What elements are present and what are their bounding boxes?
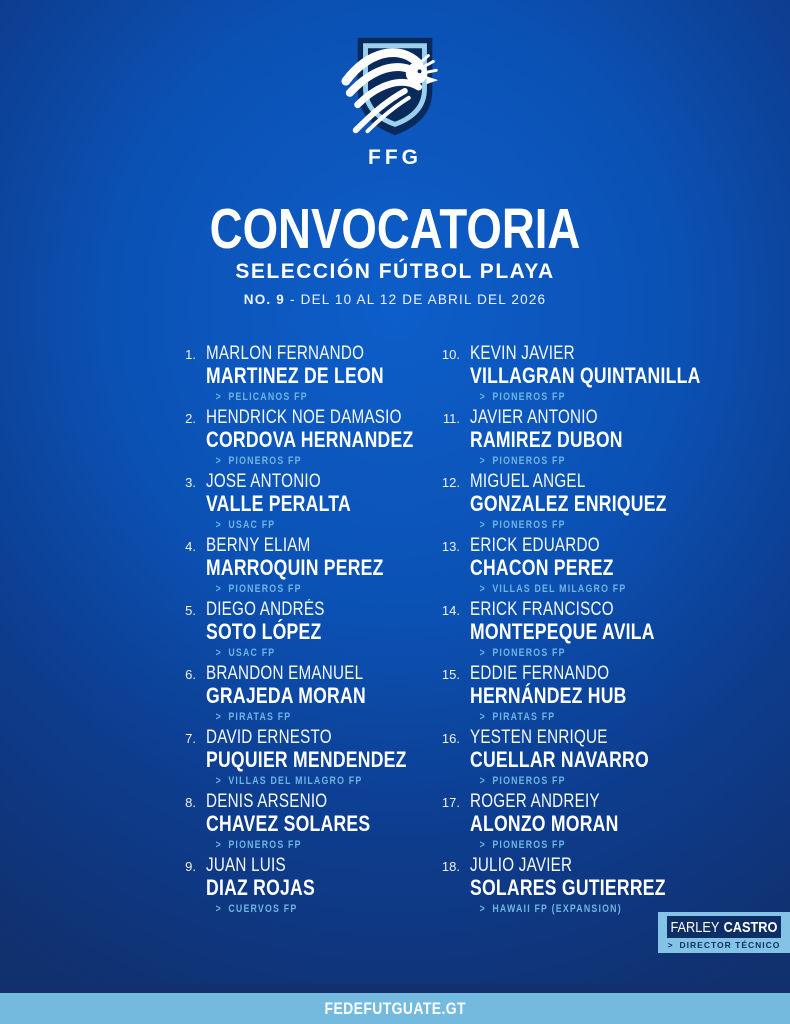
- player-team-name: PIONEROS FP: [228, 455, 302, 467]
- player-entry: [432, 792, 762, 856]
- player-last-name: CHAVEZ SOLARES: [206, 811, 371, 836]
- ffg-crest-logo: [336, 32, 454, 144]
- coach-last-name: CASTRO: [723, 918, 778, 936]
- coach-name: [671, 919, 778, 936]
- player-entry: [432, 856, 762, 920]
- player-names: [470, 344, 701, 408]
- player-team-name: PIONEROS FP: [228, 839, 302, 851]
- player-entry: [432, 600, 762, 664]
- player-team-name: PIONEROS FP: [492, 455, 566, 467]
- player-team-name: PIRATAS FP: [492, 711, 556, 723]
- chevron-icon: >: [479, 455, 486, 467]
- player-entry: [168, 728, 432, 792]
- coach-badge: [658, 912, 790, 953]
- player-entry: [168, 856, 432, 920]
- player-last-name: MONTEPEQUE AVILA: [470, 619, 655, 644]
- player-team-name: VILLAS DEL MILAGRO FP: [228, 775, 363, 787]
- poster-header: [0, 0, 790, 307]
- player-entry: [168, 344, 432, 408]
- player-number: 6.: [185, 667, 196, 682]
- player-number: 17.: [441, 795, 460, 810]
- chevron-icon: >: [479, 903, 486, 915]
- player-last-name: VALLE PERALTA: [206, 491, 351, 516]
- player-team-name: VILLAS DEL MILAGRO FP: [492, 583, 627, 595]
- player-first-name: HENDRICK NOE DAMASIO: [206, 407, 402, 428]
- player-last-name: MARROQUIN PEREZ: [206, 555, 384, 580]
- player-last-name: CORDOVA HERNANDEZ: [206, 427, 414, 452]
- player-last-name: ALONZO MORAN: [470, 811, 619, 836]
- player-last-name: PUQUIER MENDENDEZ: [206, 747, 407, 772]
- edition-number: NO. 9: [243, 292, 286, 307]
- players-list: [168, 344, 762, 920]
- chevron-icon: >: [479, 583, 486, 595]
- player-number: 11.: [442, 411, 460, 426]
- player-number: 16.: [441, 731, 460, 746]
- player-first-name: ERICK FRANCISCO: [470, 599, 614, 620]
- coach-name-bar: [667, 916, 781, 938]
- player-first-name: BERNY ELIAM: [206, 535, 311, 556]
- player-names: [470, 472, 667, 536]
- player-last-name: SOTO LÓPEZ: [206, 619, 322, 644]
- chevron-icon: >: [215, 711, 222, 723]
- player-team: [470, 902, 666, 916]
- player-number: 4.: [185, 539, 196, 554]
- player-last-name: CUELLAR NAVARRO: [470, 747, 649, 772]
- player-names: [206, 792, 370, 856]
- player-team: [206, 838, 370, 852]
- player-last-name: MARTINEZ DE LEON: [206, 363, 384, 388]
- player-names: [470, 600, 655, 664]
- player-number: 12.: [441, 475, 460, 490]
- chevron-icon: >: [215, 391, 222, 403]
- player-names: [470, 664, 627, 728]
- player-team: [206, 582, 384, 596]
- player-team-name: HAWAII FP (EXPANSION): [492, 903, 622, 915]
- player-team-name: PIONEROS FP: [492, 775, 566, 787]
- player-first-name: EDDIE FERNANDO: [470, 663, 610, 684]
- player-last-name: SOLARES GUTIERREZ: [470, 875, 666, 900]
- player-entry: [432, 664, 762, 728]
- player-first-name: JULIO JAVIER: [470, 855, 573, 876]
- player-team-name: USAC FP: [228, 647, 276, 659]
- player-entry: [168, 536, 432, 600]
- player-first-name: JUAN LUIS: [206, 855, 286, 876]
- player-names: [470, 792, 619, 856]
- player-number: 13.: [441, 539, 460, 554]
- chevron-icon: >: [479, 647, 486, 659]
- player-entry: [168, 664, 432, 728]
- player-team-name: USAC FP: [228, 519, 276, 531]
- player-number: 5.: [185, 603, 196, 618]
- chevron-icon: >: [667, 940, 674, 950]
- player-team-name: CUERVOS FP: [228, 903, 298, 915]
- player-last-name: GONZALEZ ENRIQUEZ: [470, 491, 667, 516]
- website-url: FEDEFUTGUATE.GT: [324, 998, 466, 1018]
- player-number: 10.: [441, 347, 460, 362]
- player-team-name: PIRATAS FP: [228, 711, 292, 723]
- player-last-name: DIAZ ROJAS: [206, 875, 315, 900]
- chevron-icon: >: [215, 839, 222, 851]
- player-team-name: PIONEROS FP: [492, 519, 566, 531]
- player-first-name: KEVIN JAVIER: [470, 343, 575, 364]
- player-team: [206, 454, 413, 468]
- chevron-icon: >: [215, 647, 222, 659]
- chevron-icon: >: [479, 711, 486, 723]
- org-abbreviation: FFG: [368, 146, 422, 169]
- edition-line: [0, 292, 790, 307]
- poster-subtitle: SELECCIÓN FÚTBOL PLAYA: [235, 260, 555, 283]
- player-team: [470, 838, 619, 852]
- player-team-name: PIONEROS FP: [492, 647, 566, 659]
- player-team: [470, 582, 626, 596]
- player-entry: [168, 600, 432, 664]
- player-number: 8.: [185, 795, 196, 810]
- chevron-icon: >: [479, 775, 486, 787]
- player-first-name: MARLON FERNANDO: [206, 343, 365, 364]
- player-entry: [168, 408, 432, 472]
- footer-accent-strip: [0, 984, 790, 993]
- player-names: [206, 472, 351, 536]
- player-first-name: DENIS ARSENIO: [206, 791, 328, 812]
- coach-role: [658, 940, 790, 950]
- player-entry: [432, 536, 762, 600]
- player-first-name: ROGER ANDREIY: [470, 791, 600, 812]
- player-first-name: DIEGO ANDRÉS: [206, 599, 325, 620]
- player-entry: [168, 792, 432, 856]
- player-entry: [432, 472, 762, 536]
- player-team-name: PIONEROS FP: [228, 583, 302, 595]
- edition-dates: - DEL 10 AL 12 DE ABRIL DEL 2026: [289, 292, 547, 307]
- chevron-icon: >: [215, 903, 222, 915]
- player-names: [470, 856, 666, 920]
- player-names: [470, 408, 623, 472]
- player-first-name: YESTEN ENRIQUE: [470, 727, 608, 748]
- player-team: [206, 774, 407, 788]
- player-team: [206, 518, 351, 532]
- players-column-left: [168, 344, 432, 920]
- player-first-name: BRANDON EMANUEL: [206, 663, 364, 684]
- player-number: 1.: [185, 347, 196, 362]
- player-team: [206, 902, 315, 916]
- players-column-right: [432, 344, 762, 920]
- player-names: [470, 536, 626, 600]
- player-first-name: JAVIER ANTONIO: [470, 407, 598, 428]
- player-last-name: CHACON PEREZ: [470, 555, 614, 580]
- player-team: [206, 390, 384, 404]
- player-names: [206, 728, 407, 792]
- chevron-icon: >: [215, 775, 222, 787]
- player-names: [206, 664, 366, 728]
- chevron-icon: >: [479, 519, 486, 531]
- player-names: [206, 856, 315, 920]
- player-last-name: GRAJEDA MORAN: [206, 683, 366, 708]
- player-entry: [168, 472, 432, 536]
- player-number: 2.: [185, 411, 196, 426]
- player-team-name: PIONEROS FP: [492, 391, 566, 403]
- player-names: [206, 536, 384, 600]
- poster-title: CONVOCATORIA: [209, 197, 581, 261]
- player-team-name: PELICANOS FP: [228, 391, 308, 403]
- player-names: [206, 344, 384, 408]
- player-last-name: HERNÁNDEZ HUB: [470, 683, 627, 708]
- player-number: 9.: [185, 859, 196, 874]
- player-team-name: PIONEROS FP: [492, 839, 566, 851]
- player-team: [470, 774, 649, 788]
- player-number: 7.: [185, 731, 196, 746]
- chevron-icon: >: [479, 391, 486, 403]
- player-team: [470, 646, 655, 660]
- player-first-name: MIGUEL ANGEL: [470, 471, 586, 492]
- chevron-icon: >: [479, 839, 486, 851]
- player-entry: [432, 344, 762, 408]
- player-number: 14.: [441, 603, 460, 618]
- player-last-name: RAMIREZ DUBON: [470, 427, 623, 452]
- player-team: [470, 454, 623, 468]
- chevron-icon: >: [215, 583, 222, 595]
- player-entry: [432, 728, 762, 792]
- coach-role-label: DIRECTOR TÉCNICO: [679, 940, 781, 950]
- player-first-name: JOSE ANTONIO: [206, 471, 321, 492]
- chevron-icon: >: [215, 455, 222, 467]
- player-entry: [432, 408, 762, 472]
- player-number: 18.: [441, 859, 460, 874]
- player-number: 3.: [185, 475, 196, 490]
- player-first-name: ERICK EDUARDO: [470, 535, 600, 556]
- player-team: [470, 390, 701, 404]
- player-team: [470, 518, 667, 532]
- player-team: [470, 710, 627, 724]
- player-team: [206, 646, 325, 660]
- player-last-name: VILLAGRAN QUINTANILLA: [470, 363, 701, 388]
- coach-first-name: FARLEY: [670, 918, 720, 936]
- player-first-name: DAVID ERNESTO: [206, 727, 332, 748]
- player-number: 15.: [441, 667, 460, 682]
- player-names: [470, 728, 649, 792]
- player-team: [206, 710, 366, 724]
- player-names: [206, 408, 413, 472]
- footer-bar: [0, 993, 790, 1024]
- chevron-icon: >: [215, 519, 222, 531]
- player-names: [206, 600, 325, 664]
